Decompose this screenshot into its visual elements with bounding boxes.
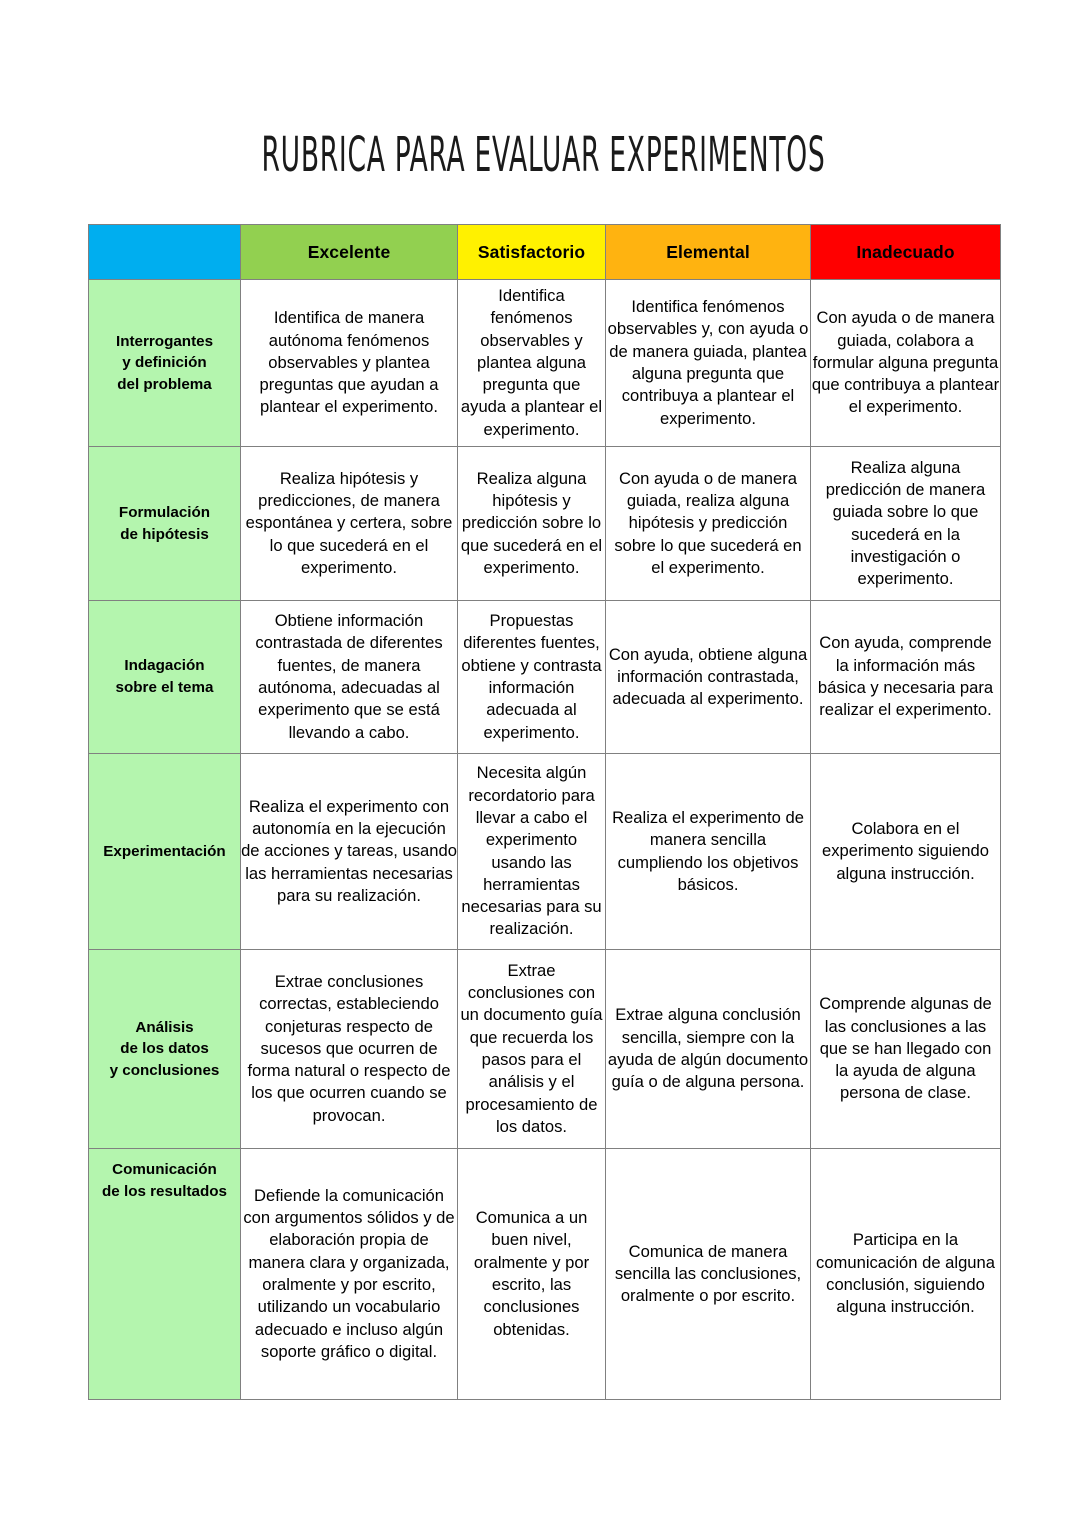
cell-comunicacion-inadecuado: Participa en la comunicación de alguna conclusión, siguiendo alguna instrucción. bbox=[811, 1149, 1001, 1400]
cell-analisis-inadecuado: Comprende algunas de las conclusiones a las que se han llegado con la ayuda de alguna persona de clase. bbox=[811, 950, 1001, 1149]
cell-indagacion-satisfactorio: Propuestas diferentes fuentes, obtiene y contrasta información adecuada al experimento. bbox=[458, 601, 606, 754]
cell-indagacion-elemental: Con ayuda, obtiene alguna información contrastada, adecuada al experimento. bbox=[606, 601, 811, 754]
cell-interrogantes-elemental: Identifica fenómenos observables y, con ayuda o de manera guiada, plantea alguna pregunta que contribuya a plantear el experimento. bbox=[606, 280, 811, 447]
cell-formulacion-satisfactorio: Realiza alguna hipótesis y predicción sobre lo que sucederá en el experimento. bbox=[458, 447, 606, 601]
cell-experimentacion-satisfactorio: Necesita algún recordatorio para llevar a cabo el experimento usando las herramientas necesarias para su realización. bbox=[458, 754, 606, 950]
row-label-analisis: Análisis de los datos y conclusiones bbox=[89, 950, 241, 1149]
table-row bbox=[89, 601, 1001, 754]
header-cell-inadecuado: Inadecuado bbox=[811, 225, 1001, 280]
table-row bbox=[89, 447, 1001, 601]
cell-analisis-elemental: Extrae alguna conclusión sencilla, siempre con la ayuda de algún documento guía o de alguna persona. bbox=[606, 950, 811, 1149]
cell-comunicacion-elemental: Comunica de manera sencilla las conclusiones, oralmente o por escrito. bbox=[606, 1149, 811, 1400]
cell-experimentacion-excelente: Realiza el experimento con autonomía en la ejecución de acciones y tareas, usando las herramientas necesarias para su realización. bbox=[241, 754, 458, 950]
row-label-experimentacion: Experimentación bbox=[89, 754, 241, 950]
cell-analisis-excelente: Extrae conclusiones correctas, estableciendo conjeturas respecto de sucesos que ocurren de forma natural o respecto de los que ocurren cuando se provocan. bbox=[241, 950, 458, 1149]
table-row bbox=[89, 1149, 1001, 1400]
cell-indagacion-excelente: Obtiene información contrastada de diferentes fuentes, de manera autónoma, adecuadas al experimento que se está llevando a cabo. bbox=[241, 601, 458, 754]
table-row bbox=[89, 280, 1001, 447]
cell-indagacion-inadecuado: Con ayuda, comprende la información más básica y necesaria para realizar el experimento. bbox=[811, 601, 1001, 754]
cell-experimentacion-inadecuado: Colabora en el experimento siguiendo alguna instrucción. bbox=[811, 754, 1001, 950]
table-header bbox=[89, 225, 1001, 280]
header-cell-excelente: Excelente bbox=[241, 225, 458, 280]
row-label-interrogantes: Interrogantes y definición del problema bbox=[89, 280, 241, 447]
row-label-comunicacion: Comunicación de los resultados bbox=[89, 1149, 241, 1400]
cell-formulacion-elemental: Con ayuda o de manera guiada, realiza alguna hipótesis y predicción sobre lo que sucederá en el experimento. bbox=[606, 447, 811, 601]
page-title: RUBRICA PARA EVALUAR EXPERIMENTOS bbox=[261, 126, 826, 184]
table-row bbox=[89, 754, 1001, 950]
cell-formulacion-excelente: Realiza hipótesis y predicciones, de manera espontánea y certera, sobre lo que sucederá en el experimento. bbox=[241, 447, 458, 601]
row-label-indagacion: Indagación sobre el tema bbox=[89, 601, 241, 754]
rubric-table-container bbox=[88, 224, 1000, 1400]
cell-interrogantes-excelente: Identifica de manera autónoma fenómenos observables y plantea preguntas que ayudan a plantear el experimento. bbox=[241, 280, 458, 447]
header-cell-elemental: Elemental bbox=[606, 225, 811, 280]
cell-formulacion-inadecuado: Realiza alguna predicción de manera guiada sobre lo que sucederá en la investigación o experimento. bbox=[811, 447, 1001, 601]
cell-comunicacion-excelente: Defiende la comunicación con argumentos sólidos y de elaboración propia de manera clara y organizada, oralmente y por escrito, utilizando un vocabulario adecuado e incluso algún soporte gráfico o digital. bbox=[241, 1149, 458, 1400]
cell-analisis-satisfactorio: Extrae conclusiones con un documento guía que recuerda los pasos para el análisis y el procesamiento de los datos. bbox=[458, 950, 606, 1149]
rubric-table bbox=[88, 224, 1001, 1400]
table-row bbox=[89, 950, 1001, 1149]
header-row bbox=[89, 225, 1001, 280]
cell-interrogantes-inadecuado: Con ayuda o de manera guiada, colabora a formular alguna pregunta que contribuya a plantear el experimento. bbox=[811, 280, 1001, 447]
cell-comunicacion-satisfactorio: Comunica a un buen nivel, oralmente y por escrito, las conclusiones obtenidas. bbox=[458, 1149, 606, 1400]
table-body bbox=[89, 280, 1001, 1400]
header-cell-satisfactorio: Satisfactorio bbox=[458, 225, 606, 280]
row-label-formulacion: Formulación de hipótesis bbox=[89, 447, 241, 601]
cell-experimentacion-elemental: Realiza el experimento de manera sencilla cumpliendo los objetivos básicos. bbox=[606, 754, 811, 950]
cell-interrogantes-satisfactorio: Identifica fenómenos observables y plantea alguna pregunta que ayuda a plantear el experimento. bbox=[458, 280, 606, 447]
header-cell-blank bbox=[89, 225, 241, 280]
